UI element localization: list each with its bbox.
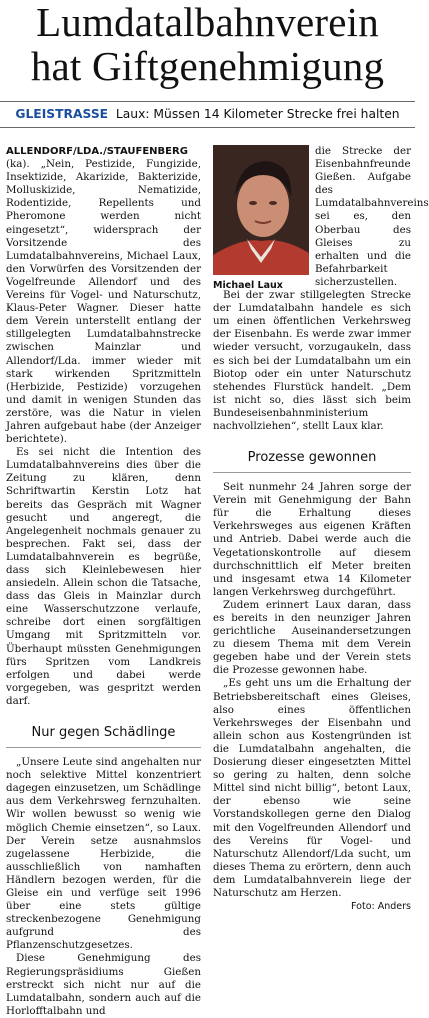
- kicker-text: Laux: Müssen 14 Kilometer Strecke frei halten: [115, 107, 400, 121]
- kicker-top-rule: [0, 101, 415, 102]
- portrait: [213, 145, 309, 292]
- paragraph-9-text: „Es geht uns um die Erhaltung der Betriebsbereitschaft eines Gleises, also eines öffentlichen Verkehrsweges der Eisenbahn und allein schon aus Kostengründen ist die Lumdatalbahn angehalten, die Dosierung dieser eingesetzten Mittel so gering zu halten, denn solche Mittel sind nicht billig“, betont Laux, der ebenso wie seine Vorstandskollegen gerne den Dialog mit den Vogelfreunden Allendorf und des Vereins für Vogel- und Naturschutz Allendorf/Lda sucht, um dieses Thema zu erörtern, denn auch dem Lumdatalbahnverein liege der Naturschutz am Herzen.: [213, 677, 411, 899]
- paragraph-1: (ka). „Nein, Pestizide, Fungizide, Insektizide, Akarizide, Bakterizide, Molluskizide, Nematizide, Rodentizide, Repellents und Pheromone werden nicht eingesetzt“, widersprach der Vorsitzende des Lumdatalbahnvereins, Michael Laux, den Vorwürfen des Vorsitzenden der Vogelfreunde Allendorf und des Vereins für Vogel- und Naturschutz, Klaus-Peter Wagner. Dieser hatte dem Verein unterstellt entlang der stillgelegten Lumdatalbahnstrecke zwischen Mainzlar und Allendorf/Lda. immer wieder mit stark wirkenden Spritzmitteln (Herbizide, Pestizide) vorzugehen und damit in wenigen Stunden das zerstöre, was die Natur in vielen Jahren aufgebaut habe (der Anzeiger berichtete).: [6, 158, 201, 446]
- article-column-right: [213, 145, 429, 913]
- paragraph-5: die Strecke der Eisenbahnfreunde Gießen. Aufgabe des Lumdatalbahnvereins sei es, den Oberbau des Gleises zu erhalten und die Befahrbarkeit sicherzustellen.: [315, 145, 429, 288]
- kicker-keyword: GLEISTRASSE: [15, 107, 109, 121]
- paragraph-6: Bei der zwar stillgelegten Strecke der Lumdatalbahn handele es sich um einen öffentlichen Verkehrsweg der Eisenbahn. Es werde zwar immer wieder versucht, vorzugaukeln, dass es sich bei der Lumdatalbahn um ein Biotop oder ein unter Naturschutz stehendes Flurstück handelt. „Dem ist nicht so, dies lässt sich beim Bundeseisenbahnministerium nachvollziehen“, stellt Laux klar.: [213, 289, 411, 432]
- photo-wrap-text: [213, 145, 429, 291]
- paragraph-7: Seit nunmehr 24 Jahren sorge der Verein mit Genehmigung der Bahn für die Erhaltung dieses Verkehrsweges aus eigenen Kräften und Antrieb. Dabei werde auch die Vegetationskontrolle auf diesem durchschnittlich elf Meter breiten und insgesamt etwa 14 Kilometer langen Verkehrsweg durchgeführt.: [213, 481, 411, 598]
- headline: [0, 0, 415, 88]
- dateline: ALLENDORF/LDA./STAUFENBERG: [6, 146, 188, 157]
- portrait-photo: [213, 145, 309, 275]
- subheading-prozesse: Prozesse gewonnen: [213, 443, 411, 473]
- kicker: [0, 106, 415, 122]
- paragraph-3: „Unsere Leute sind angehalten nur noch selektive Mittel konzentriert dagegen einzusetzen, um Schädlinge aus dem Verkehrsweg fernzuhalten. Wir wollen bewusst so wenig wie möglich Chemie einsetzen“, so Laux. Der Verein setze ausnahmslos zugelassene Herbizide, die ausschließlich von namhaften Händlern bezogen werden, für die Gleise ein und verfüge seit 1996 über eine stets gültige streckenbezogene Genehmigung aufgrund des Pflanzenschutzgesetzes.: [6, 756, 201, 952]
- paragraph-9: [213, 677, 411, 913]
- subheading-schaedlinge: Nur gegen Schädlinge: [6, 718, 201, 748]
- paragraph-4: Diese Genehmigung des Regierungspräsidiums Gießen erstreckt sich nicht nur auf die Lumdatalbahn, sondern auch auf die Horlofftalbahn und: [6, 952, 201, 1017]
- portrait-illustration: [213, 145, 309, 275]
- photo-credit: Foto: Anders: [351, 901, 411, 913]
- article-column-left: [6, 145, 201, 1018]
- kicker-bottom-rule: [0, 127, 415, 128]
- paragraph-2: Es sei nicht die Intention des Lumdatalbahnvereins dies über die Zeitung zu klären, denn Schriftwartin Kerstin Lotz hat bereits das Gespräch mit Wagner gesucht und angeregt, die Angelegenheit nochmals genauer zu besprechen. Fakt sei, dass der Lumdatalbahnverein es begrüße, dass sich Kleinlebewesen hier ansiedeln. Allein schon die Tatsache, dass das Gleis in Mainzlar durch eine Wasserschutzzone verlaufe, schreibe dort einen sorgfältigen Umgang mit Spritzmitteln vor. Überhaupt müssten Genehmigungen fürs Spritzen vom Landkreis erfolgen und dabei werde vorgegeben, was gespritzt werden darf.: [6, 446, 201, 707]
- paragraph-8: Zudem erinnert Laux daran, dass es bereits in den neunziger Jahren gerichtliche Auseinandersetzungen zu diesem Thema mit dem Verein gegeben habe und der Verein stets die Prozesse gewonnen habe.: [213, 598, 411, 677]
- headline-line-1: Lumdatalbahnverein: [36, 0, 379, 45]
- headline-line-2: hat Giftgenehmigung: [30, 43, 385, 89]
- portrait-caption: Michael Laux: [213, 280, 283, 291]
